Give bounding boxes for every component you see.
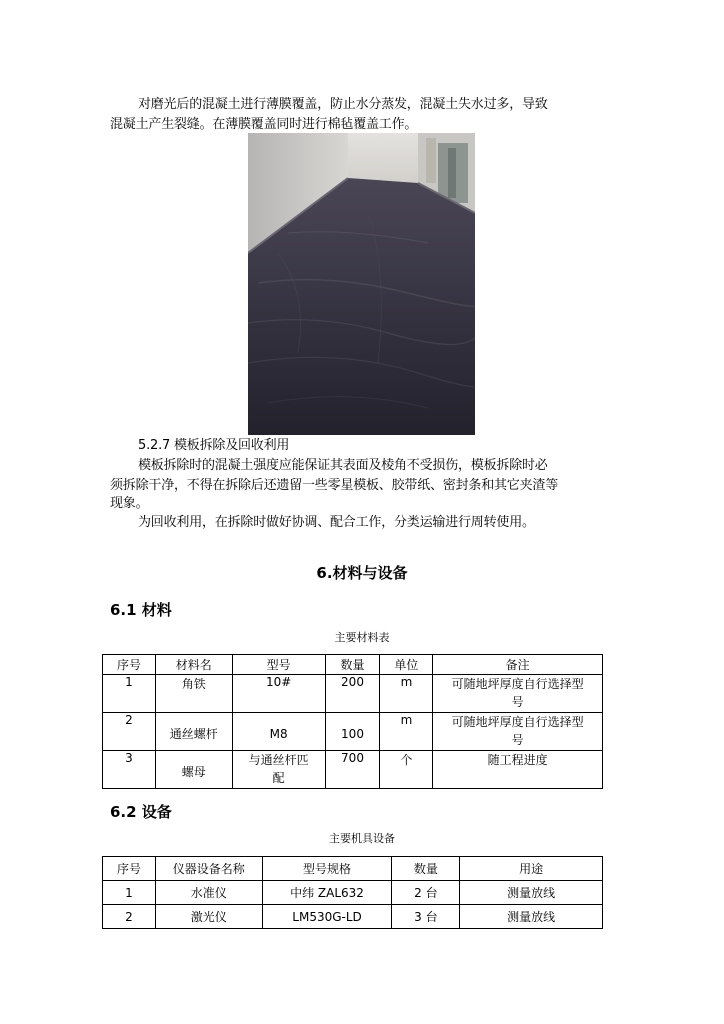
section-527-p1-line1: 模板拆除时的混凝土强度应能保证其表面及棱角不受损伤，模板拆除时必 [138,458,548,473]
materials-table [102,654,603,789]
cell-name: 螺母 [155,751,232,789]
cell-model: LM530G-LD [262,905,392,929]
col-header-unit: 单位 [380,655,433,675]
table-row [103,675,603,713]
materials-caption: 主要材料表 [334,631,390,644]
cell-name: 角铁 [155,675,232,713]
cell-name: 激光仪 [155,905,262,929]
table-row [103,713,603,751]
cell-name: 水准仪 [155,881,262,905]
col-header-model: 型号规格 [262,857,392,881]
section-527-p1-line3: 现象。 [110,496,149,511]
cell-model-line2: 配 [272,771,285,785]
chapter-6-title: 6.材料与设备 [316,564,408,582]
cell-note [433,713,603,751]
cell-note-line1: 可随地坪厚度自行选择型 [451,677,584,691]
cell-unit: 个 [380,751,433,789]
cell-no: 1 [103,675,156,713]
cell-note [433,675,603,713]
cell-model: M8 [232,713,325,751]
col-header-no: 序号 [103,655,156,675]
cell-unit: m [380,675,433,713]
cell-model: 中纬 ZAL632 [262,881,392,905]
cell-no: 2 [103,905,156,929]
col-header-qty: 数量 [392,857,460,881]
equipment-caption: 主要机具设备 [329,832,395,845]
col-header-qty: 数量 [325,655,380,675]
col-header-name: 仪器设备名称 [155,857,262,881]
cell-note-line2: 号 [511,733,524,747]
table-row [103,751,603,789]
cell-note: 随工程进度 [433,751,603,789]
section-527-p2: 为回收利用，在拆除时做好协调、配合工作，分类运输进行周转使用。 [138,515,535,530]
equipment-table [102,856,603,929]
intro-line-2: 混凝土产生裂缝。在薄膜覆盖同时进行棉毡覆盖工作。 [110,117,418,132]
cell-model [232,751,325,789]
cell-qty: 2 台 [392,881,460,905]
equipment-header-row [103,857,603,881]
cell-qty: 3 台 [392,905,460,929]
cell-note-line1: 可随地坪厚度自行选择型 [451,715,584,729]
cell-no: 2 [103,713,156,751]
table-row [103,905,603,929]
materials-header-row [103,655,603,675]
col-header-note: 备注 [433,655,603,675]
cell-use: 测量放线 [460,905,603,929]
cell-use: 测量放线 [460,881,603,905]
col-header-model: 型号 [232,655,325,675]
cell-unit: m [380,713,433,751]
covered-floor-photo [248,133,475,435]
cell-qty: 100 [325,713,380,751]
floor-photo-graphic [248,133,475,435]
section-527-title: 5.2.7 模板拆除及回收利用 [138,438,290,453]
intro-line-1: 对磨光后的混凝土进行薄膜覆盖，防止水分蒸发，混凝土失水过多，导致 [138,97,548,112]
cell-model: 10# [232,675,325,713]
cell-no: 1 [103,881,156,905]
cell-model-line1: 与通丝杆匹 [248,753,309,767]
materials-heading: 6.1 材料 [110,601,172,619]
cell-qty: 200 [325,675,380,713]
cell-name: 通丝螺杆 [155,713,232,751]
equipment-heading: 6.2 设备 [110,803,172,821]
cell-qty: 700 [325,751,380,789]
col-header-name: 材料名 [155,655,232,675]
col-header-no: 序号 [103,857,156,881]
cell-no: 3 [103,751,156,789]
col-header-use: 用途 [460,857,603,881]
section-527-p1-line2: 须拆除干净，不得在拆除后还遗留一些零星模板、胶带纸、密封条和其它夹渣等 [110,478,559,493]
table-row [103,881,603,905]
cell-note-line2: 号 [511,695,524,709]
